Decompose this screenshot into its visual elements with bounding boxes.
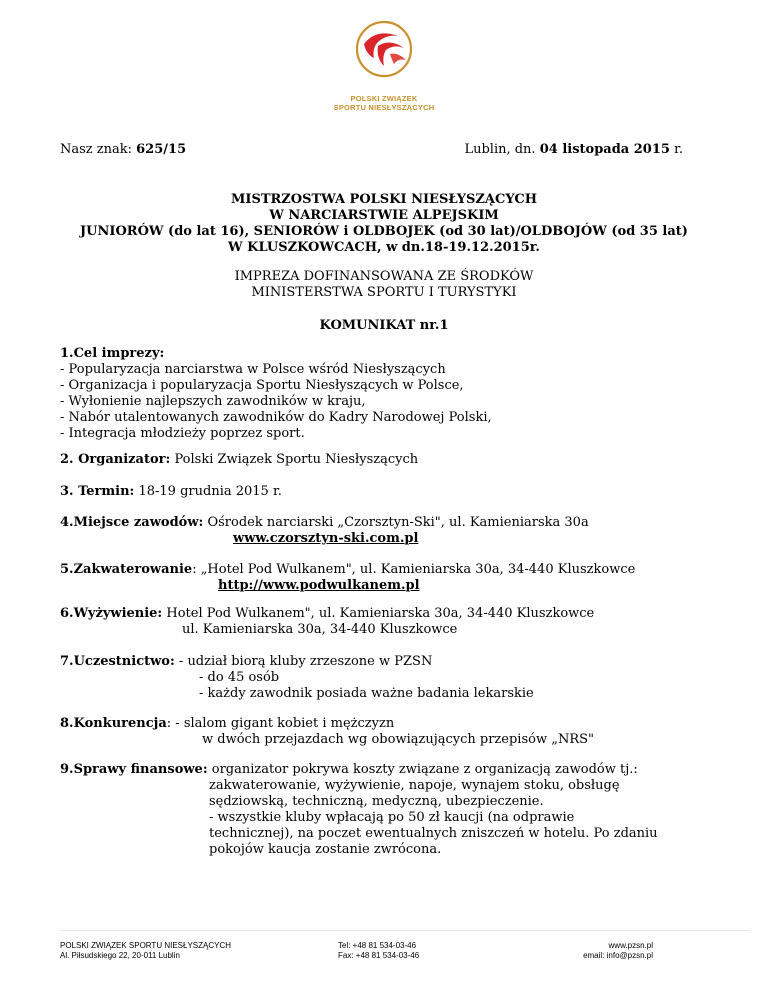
footer-contact [583, 941, 653, 961]
pzsn-logo [333, 18, 435, 122]
document-date: Lublin, dn. 04 listopada 2015 r. [464, 142, 683, 157]
logo-text-line2: SPORTU NIESŁYSZĄCYCH [333, 103, 435, 112]
logo-emblem-icon [354, 18, 414, 80]
reference-number: Nasz znak: 625/15 [60, 142, 187, 157]
list-item: - Popularyzacja narciarstwa w Polsce wśród Niesłyszących [60, 362, 446, 377]
section-goal-heading: 1.Cel imprezy: [60, 346, 165, 361]
venue-link[interactable]: www.czorsztyn-ski.com.pl [233, 531, 419, 546]
competition-rules: w dwóch przejazdach wg obowiązujących przepisów „NRS" [202, 732, 594, 747]
list-item: - Nabór utalentowanych zawodników do Kadry Narodowej Polski, [60, 410, 492, 425]
section-participation: 7.Uczestnictwo: - udział biorą kluby zrzeszone w PZSN [60, 654, 433, 669]
logo-text-line1: POLSKI ZWIĄZEK [350, 94, 418, 103]
section-goal [60, 346, 492, 442]
section-accommodation: 5.Zakwaterowanie: „Hotel Pod Wulkanem", ul. Kamieniarska 30a, 34-440 Kluszkowce [60, 562, 636, 577]
footer-divider [60, 930, 750, 931]
list-item: - Integracja młodzieży poprzez sport. [60, 426, 305, 441]
footer-website[interactable]: www.pzsn.pl [608, 941, 653, 950]
funding-note [60, 269, 708, 301]
finances-details: zakwaterowanie, wyżywienie, napoje, wynajem stoku, obsługę sędziowską, techniczną, medyczną, ubezpieczenie. - wszystkie kluby wpłacają po 50 zł kaucji (na odprawie technicznej), na poczet ewentualnych zniszczeń w hotelu. Po zdaniu pokojów kaucja zostanie zwrócona. [209, 778, 658, 857]
section-catering: 6.Wyżywienie: Hotel Pod Wulkanem", ul. Kamieniarska 30a, 34-440 Kluszkowce [60, 606, 595, 621]
list-item: - Wyłonienie najlepszych zawodników w kraju, [60, 394, 366, 409]
footer-email[interactable]: email: info@pzsn.pl [583, 951, 653, 960]
title-line-4: W KLUSZKOWCACH, w dn.18-19.12.2015r. [228, 240, 540, 255]
list-item: - Organizacja i popularyzacja Sportu Niesłyszących w Polsce, [60, 378, 464, 393]
hotel-link[interactable]: http://www.podwulkanem.pl [218, 578, 420, 593]
section-venue: 4.Miejsce zawodów: Ośrodek narciarski „Czorsztyn-Ski", ul. Kamieniarska 30a [60, 515, 589, 530]
section-competition: 8.Konkurencja: - slalom gigant kobiet i mężczyzn [60, 716, 395, 731]
komunikat-heading: KOMUNIKAT nr.1 [319, 318, 449, 333]
funding-line-1: IMPREZA DOFINANSOWANA ZE ŚRODKÓW [234, 269, 534, 284]
section-finances: 9.Sprawy finansowe: organizator pokrywa koszty związane z organizacją zawodów tj.: [60, 762, 638, 777]
section-date: 3. Termin: 18-19 grudnia 2015 r. [60, 484, 282, 499]
funding-line-2: MINISTERSTWA SPORTU I TURYSTYKI [251, 285, 517, 300]
participation-limit: - do 45 osób [199, 670, 280, 685]
document-title [60, 192, 708, 256]
catering-address: ul. Kamieniarska 30a, 34-440 Kluszkowce [182, 622, 458, 637]
participation-medical: - każdy zawodnik posiada ważne badania lekarskie [199, 686, 534, 701]
footer-phone: Tel: +48 81 534-03-46 Fax: +48 81 534-03-46 [338, 941, 420, 960]
title-line-1: MISTRZOSTWA POLSKI NIESŁYSZĄCYCH [230, 192, 538, 207]
footer-address: POLSKI ZWIĄZEK SPORTU NIESŁYSZĄCYCH Al. Piłsudskiego 22, 20-011 Lublin [60, 941, 231, 960]
section-organizer: 2. Organizator: Polski Związek Sportu Niesłyszących [60, 452, 419, 467]
title-line-3: JUNIORÓW (do lat 16), SENIORÓW i OLDBOJEK (od 30 lat)/OLDBOJÓW (od 35 lat) [80, 224, 688, 239]
title-line-2: W NARCIARSTWIE ALPEJSKIM [269, 208, 499, 223]
